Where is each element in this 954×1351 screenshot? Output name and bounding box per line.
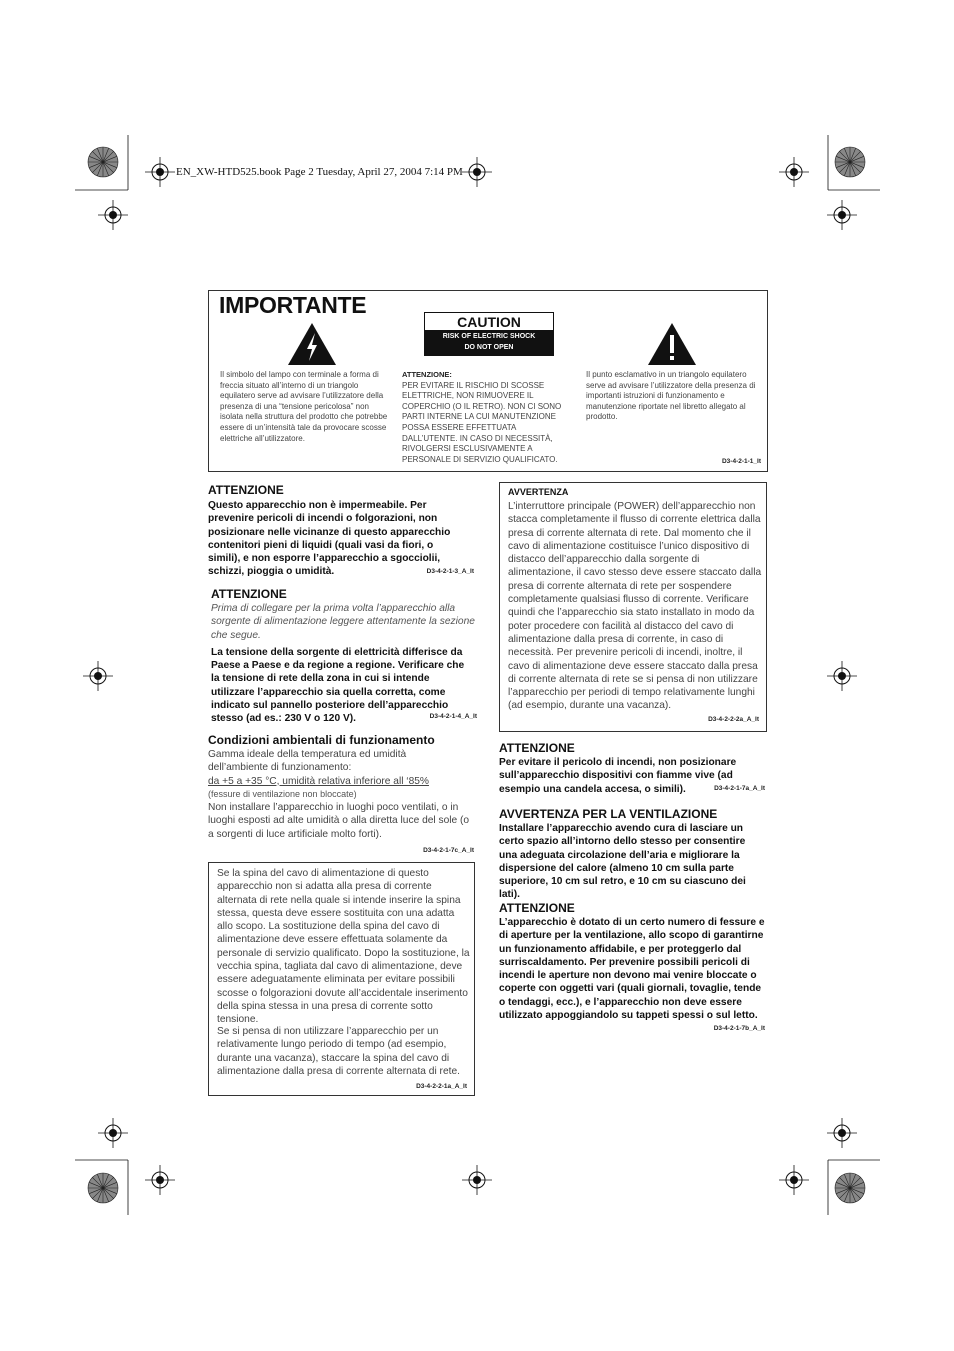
exclamation-warning-icon	[646, 321, 698, 367]
power-warning-box	[499, 482, 767, 732]
right-section-1	[499, 741, 767, 796]
section-line: Gamma ideale della temperatura ed umidità dell’ambiente di funzionamento:	[208, 749, 407, 774]
importante-code: D3-4-2-1-1_It	[721, 458, 761, 465]
left-section-3	[208, 733, 476, 854]
section-code: D3-4-2-1-7c_A_It	[423, 847, 474, 855]
range-note: (fessure di ventilazione non bloccate)	[208, 788, 357, 799]
box-code: D3-4-2-2-1a_A_It	[416, 1083, 467, 1090]
section-code: D3-4-2-1-7b_A_It	[713, 1025, 765, 1033]
section-body: Per evitare il pericolo di incendi, non posizionare sull’apparecchio dispositivi con fiamme vive (ad esempio una candela accesa, o simili).	[499, 757, 737, 795]
lightning-warning-icon	[286, 321, 338, 367]
center-warning-heading: ATTENZIONE:	[402, 370, 452, 379]
caution-subtitle: RISK OF ELECTRIC SHOCK DO NOT OPEN	[425, 330, 553, 355]
left-section-2	[211, 587, 479, 726]
lightning-explanation: Il simbolo del lampo con terminale a forma di freccia situato all’interno di un triangolo equilatero serve ad avvisare l’utilizzatore della presenza di una “tensione pericolosa” non isolata nella struttura del prodotto che potrebbe essere di un’intensità tale da provocare scosse elettriche all’utilizzatore.	[220, 370, 388, 443]
section-body: La tensione della sorgente di elettricità differisce da Paese a Paese e da regione a regione. Verificare che la tensione di rete della zona in cui si intende utilizzare l’apparecchio sia quella corretta, come indicato sul pannello posteriore dell’apparecchio stesso (ad es.: 230 V o 120 V).	[211, 646, 465, 725]
plug-notice-text: Se la spina del cavo di alimentazione di questo apparecchio non si adatta alla presa di corrente alternata di rete nella quale si intende inserire la spina stessa, questa deve essere sostituita con una adatta allo scopo. La sostituzione della spina del cavo di alimentazione deve essere effettuata solamente da personale di servizio qualificato. Dopo la sostituzione, la vecchia spina, tagliata dal cavo di alimentazione, deve essere adeguatamente eliminata per evitare possibili scosse o folgorazioni dovute all’accidentale inserimento della spina stessa in una presa di corrente sotto tensione.	[217, 868, 470, 1026]
section-body: Installare l’apparecchio avendo cura di lasciare un certo spazio all’intorno dello stesso per consentire una adeguata circolazione dell’aria e migliorare la dispersione del calore (almeno 10 cm sulla parte superiore, 10 cm sul retro, e 10 cm su ciascuno dei lati).	[499, 823, 746, 901]
operating-range: da +5 a +35 °C, umidità relativa inferiore all ‘85%	[208, 775, 429, 787]
box-body: L’interruttore principale (POWER) dell’apparecchio non stacca completamente il flusso di corrente elettrica dalla presa di corrente alternata di rete. Dal momento che il cavo di alimentazione costituisce l’unico dispositivo di distacco dell’apparecchio dalla sorgente di alimentazione, il cavo stesso deve essere staccato dalla presa di corrente alternata di rete per sospendere completamente qualsiasi flusso di corrente. Verificare quindi che l’apparecchio sia stato installato in modo da poter procedere con facilità al distacco del cavo di alimentazione dalla presa di corrente, in caso di necessità. Per prevenire pericoli di incendi, inoltre, il cavo di alimentazione deve essere staccato dalla presa di corrente alternata di rete se si pensa di non utilizzare l’apparecchio per periodi di tempo relativamente lunghi (ad esempio, durante una vacanza).	[508, 501, 762, 712]
caution-label	[424, 312, 554, 356]
section-code: D3-4-2-1-3_A_It	[426, 568, 474, 575]
right-section-3	[499, 901, 767, 1032]
section-body: Questo apparecchio non è impermeabile. Per prevenire pericoli di incendi o folgorazioni, non posizionare nelle vicinanze di questo apparecchio contenitori pieni di liquidi (quali vasi da fiori, o simili), e non esporre l’apparecchio a sgocciolii, schizzi, pioggia o umidità.	[208, 500, 451, 578]
left-section-1	[208, 483, 476, 579]
section-heading: Condizioni ambientali di funzionamento	[208, 733, 435, 747]
plug-notice-box	[208, 862, 475, 1096]
section-body: Non installare l’apparecchio in luoghi poco ventilati, o in luoghi esposti ad alte umidità o alla diretta luce del sole (o a sorgenti di luce artificiale molto forti).	[208, 802, 470, 840]
section-code: D3-4-2-1-4_A_It	[429, 713, 477, 720]
section-heading: ATTENZIONE	[211, 587, 287, 601]
box-code: D3-4-2-2-2a_A_It	[708, 716, 759, 723]
importante-title: IMPORTANTE	[219, 292, 367, 318]
section-heading: AVVERTENZA PER LA VENTILAZIONE	[499, 807, 718, 821]
exclamation-explanation: Il punto esclamativo in un triangolo equilatero serve ad avvisare l’utilizzatore della presenza di importanti istruzioni di funzionamento e manutenzione riportate nel libretto allegato al prodotto.	[586, 370, 756, 422]
right-section-2	[499, 807, 767, 902]
section-intro: Prima di collegare per la prima volta l’apparecchio alla sorgente di alimentazione leggere attentamente la sezione che segue.	[211, 603, 475, 641]
section-code: D3-4-2-1-7a_A_It	[714, 785, 765, 792]
file-header: EN_XW-HTD525.book Page 2 Tuesday, April 27, 2004 7:14 PM	[176, 166, 463, 178]
center-warning-text: PER EVITARE IL RISCHIO DI SCOSSE ELETTRICHE, NON RIMUOVERE IL COPERCHIO (O IL RETRO). NON CI SONO PARTI INTERNE LA CUI MANUTENZIONE POSSA ESSERE EFFETTUATA DALL’UTENTE. IN CASO DI NECESSITÀ, RIVOLGERSI ESCLUSIVAMENTE A PERSONALE DI SERVIZIO QUALIFICATO.	[402, 380, 562, 464]
section-heading: ATTENZIONE	[499, 901, 575, 915]
box-heading: AVVERTENZA	[508, 487, 569, 497]
section-body: L’apparecchio è dotato di un certo numero di fessure e di aperture per la ventilazione, allo scopo di garantirne un funzionamento affidabile, e per proteggerlo dal surriscaldamento. Per prevenire possibili pericoli di incendi le aperture non devono mai venire bloccate o coperte con oggetti vari (quali giornali, tovaglie, tende o tendaggi, ecc.), e l’apparecchio non deve essere utilizzato appoggiandolo su tappeti spessi o sul letto.	[499, 917, 765, 1022]
center-warning	[402, 370, 572, 465]
unplug-notice-text: Se si pensa di non utilizzare l’apparecchio per un relativamente lungo periodo di tempo (ad esempio, durante una vacanza), staccare la spina del cavo di alimentazione dalla presa di corrente alternata di rete.	[217, 1026, 460, 1077]
section-heading: ATTENZIONE	[208, 483, 284, 497]
section-heading: ATTENZIONE	[499, 741, 575, 755]
caution-title: CAUTION	[457, 314, 521, 330]
